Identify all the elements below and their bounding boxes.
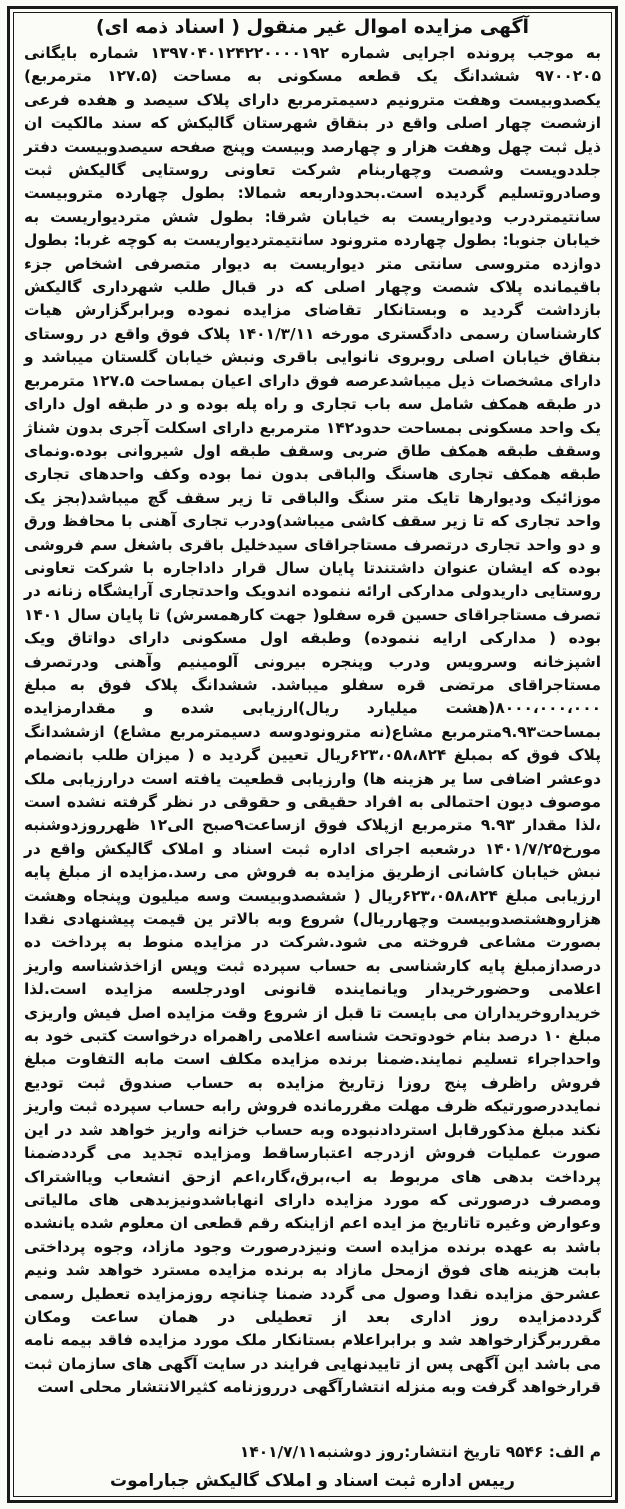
notice-title: آگهی مزایده اموال غیر منقول ( اسناد ذمه ای) xyxy=(95,16,530,38)
notice-border xyxy=(7,6,618,1503)
notice-body: به موجب پرونده اجرایی شماره ۱۳۹۷۰۴۰۱۲۴۲۲۰۰۰۰۱۹۲ شماره بایگانی ۹۷۰۰۲۰۵ ششدانگ یک قطعه مسکونی به مساحت (۱۲۷.۵ مترمربع) یکصدوبیست وهفت مترونیم دسیمترمربع دارای پلاک سیصد و هفده فرعی ازشصت چهار اصلی واقع در بنقاق شهرستان گالیکش که سند مالکیت ان ذیل ثبت چهل وهفت هزار و چهارصد وبیست وپنج صفحه سیصدوبیست دفتر جلددویست وشصت وچهاربنام شرکت تعاونی روستایی گالیکش ثبت وصادروتسلیم گردیده است.بحدوداربعه شمالا: بطول چهارده متروبیست سانتیمتردرب ودیواریست به خیابان شرقا: بطول شش متردیواریست به خیابان جنوبا: بطول چهارده مترونود سانتیمتردیواریست به کوچه غربا: بطول دوازده متروسی سانتی متر دیواریست به دیوار متصرفی اشخاص جزء باقیمانده پلاک شصت وچهار اصلی که در قبال طلب شهرداری گالیکش بازداشت گردید ه وبستانکار تقاضای مزایده نموده وبرابرگزارش هیات کارشناسان رسمی دادگستری مورخه ۱۴۰۱/۳/۱۱ پلاک فوق واقع در روستای بنقاق خیابان اصلی روبروی نانوایی باقری ونبش خیابان گلستان میباشد و دارای مشخصات ذیل میباشدعرصه فوق دارای اعیان بمساحت ۱۲۷.۵ مترمربع در طبقه همکف شامل سه باب تجاری و راه پله بوده و در طبقه اول دارای یک واحد مسکونی بمساحت حدود۱۴۲ مترمربع دارای اسکلت آجری بدون شناژ وسقف طبقه همکف طاق ضربی وسقف طبقه اول شیروانی بوده.ونمای طبقه همکف تجاری هاسنگ والباقی بدون نما بوده وکف واحدهای تجاری موزائیک ودیوارها تایک متر سنگ والباقی تا زیر سقف گچ میباشد(بجز یک واحد تجاری که تا زیر سقف کاشی میباشد)ودرب تجاری آهنی با محافظ ورق و دو واحد تجاری درتصرف مستاجراقای سیدخلیل باقری باشغل سم فروشی بوده که ایشان عنوان داشتندتا پایان سال قرار داداجاره با شرکت تعاونی روستایی داریدولی مدارکی ارائه ننموده اندویک واحدتجاری آرایشگاه زنانه در تصرف مستاجراقای حسین قره سفلو( جهت کارهمسرش) تا پایان سال ۱۴۰۱ بوده ( مدارکی ارایه ننموده) وطبقه اول مسکونی دارای دواتاق ویک اشپزخانه وسرویس ودرب وپنجره بیرونی آلومینیم وآهنی ودرتصرف مستاجراقای مرتضی قره سفلو میباشد. ششدانگ پلاک فوق به مبلغ ۸۰۰۰،۰۰۰،۰۰۰(هشت میلیارد ریال)ارزیابی شده و مقدارمزایده بمساحت۹.۹۳مترمربع مشاع(نه مترونودوسه دسیمترمربع مشاع) ازششدانگ پلاک فوق که بمبلغ ۶۲۳،۰۵۸،۸۲۴ریال تعیین گردید ه ( میزان طلب بانضمام دوعشر اضافی سا یر هزینه ها) وارزیابی قطعیت یافته است درارزیابی ملک موصوف دیون احتمالی به افراد حقیقی و حقوقی در نظر گرفته نشده است ،لذا مقدار ۹.۹۳ مترمربع ازپلاک فوق ازساعت۹صبح الی۱۲ ظهرروزدوشنبه مورخ۱۴۰۱/۷/۲۵ درشعبه اجرای اداره ثبت اسناد و املاک گالیکش واقع در نبش خیابان کاشانی ازطریق مزایده به فروش می رسد.مزایده از مبلغ پایه ارزیابی مبلغ ۶۲۳،۰۵۸،۸۲۴ریال ( ششصدوبیست وسه میلیون وپنجاه وهشت هزاروهشتصدوبیست وچهارریال) شروع وبه بالاتر ین قیمت پیشنهادی نقدا بصورت مشاعی فروخته می شود.شرکت در مزایده منوط به پرداخت ده درصدازمبلغ پایه کارشناسی به حساب سپرده ثبت وپس ازاخذشناسه واریز اعلامی وحضورخریدار ویانماینده قانونی اودرجلسه مزایده است.لذا خریداروخریداران می بایست تا قبل از شروع وقت مزایده اصل فیش واریزی مبلغ ۱۰ درصد بنام خودوتحت شناسه اعلامی راهمراه درخواست کتبی خود به واحداجراء تسلیم نمایند.ضمنا برنده مزایده مکلف است مابه التفاوت مبلغ فروش راظرف پنج روزا زتاریخ مزایده به حساب صندوق ثبت تودیع نمایددرصورتیکه ظرف مهلت مقررمانده فروش رابه حساب سپرده ثبت واریز نکند مبلغ مذکورقابل استردادنبوده وبه حساب خزانه واریز خواهد شد در این صورت عملیات فروش ازدرجه اعتبارساقط ومزایده تجدید می گرددضمنا پرداخت بدهی های مربوط به اب،برق،گار،اعم ازحق انشعاب ویااشتراک ومصرف درصورتی که مورد مزایده دارای انهاباشدونیزبدهی های مالیاتی وعوارض وغیره تاتاریخ مز ایده اعم ازاینکه رقم قطعی ان معلوم شده یانشده باشد به عهده برنده مزایده است ونیزدرصورت وجود مازاد، وجوه پرداختی بابت هزینه های فوق ازمحل مازاد به برنده مزایده مسترد خواهد شد ونیم عشرحق مزایده نقدا وصول می گردد ضمنا چنانچه روزمزایده تعطیل رسمی گرددمزایده روز اداری بعد از تعطیلی در همان ساعت ومکان مقرربرگزارخواهد شد و برابراعلام بستانکار ملک مورد مزایده فاقد بیمه نامه می باشد این آگهی پس از تاییدنهایی فرایند در سایت آگهی های سازمان ثبت قرارخواهد گرفت وبه منزله انتشارآگهی درروزنامه کثیرالانتشار محلی است xyxy=(24,44,602,1397)
signature-line: رییس اداره ثبت اسناد و املاک گالیکش جباراموت xyxy=(110,1471,515,1491)
publication-info: م الف: ۹۵۴۶ تاریخ انتشار:روز دوشنبه۱۴۰۱/۷/۱۱ xyxy=(239,1443,601,1461)
